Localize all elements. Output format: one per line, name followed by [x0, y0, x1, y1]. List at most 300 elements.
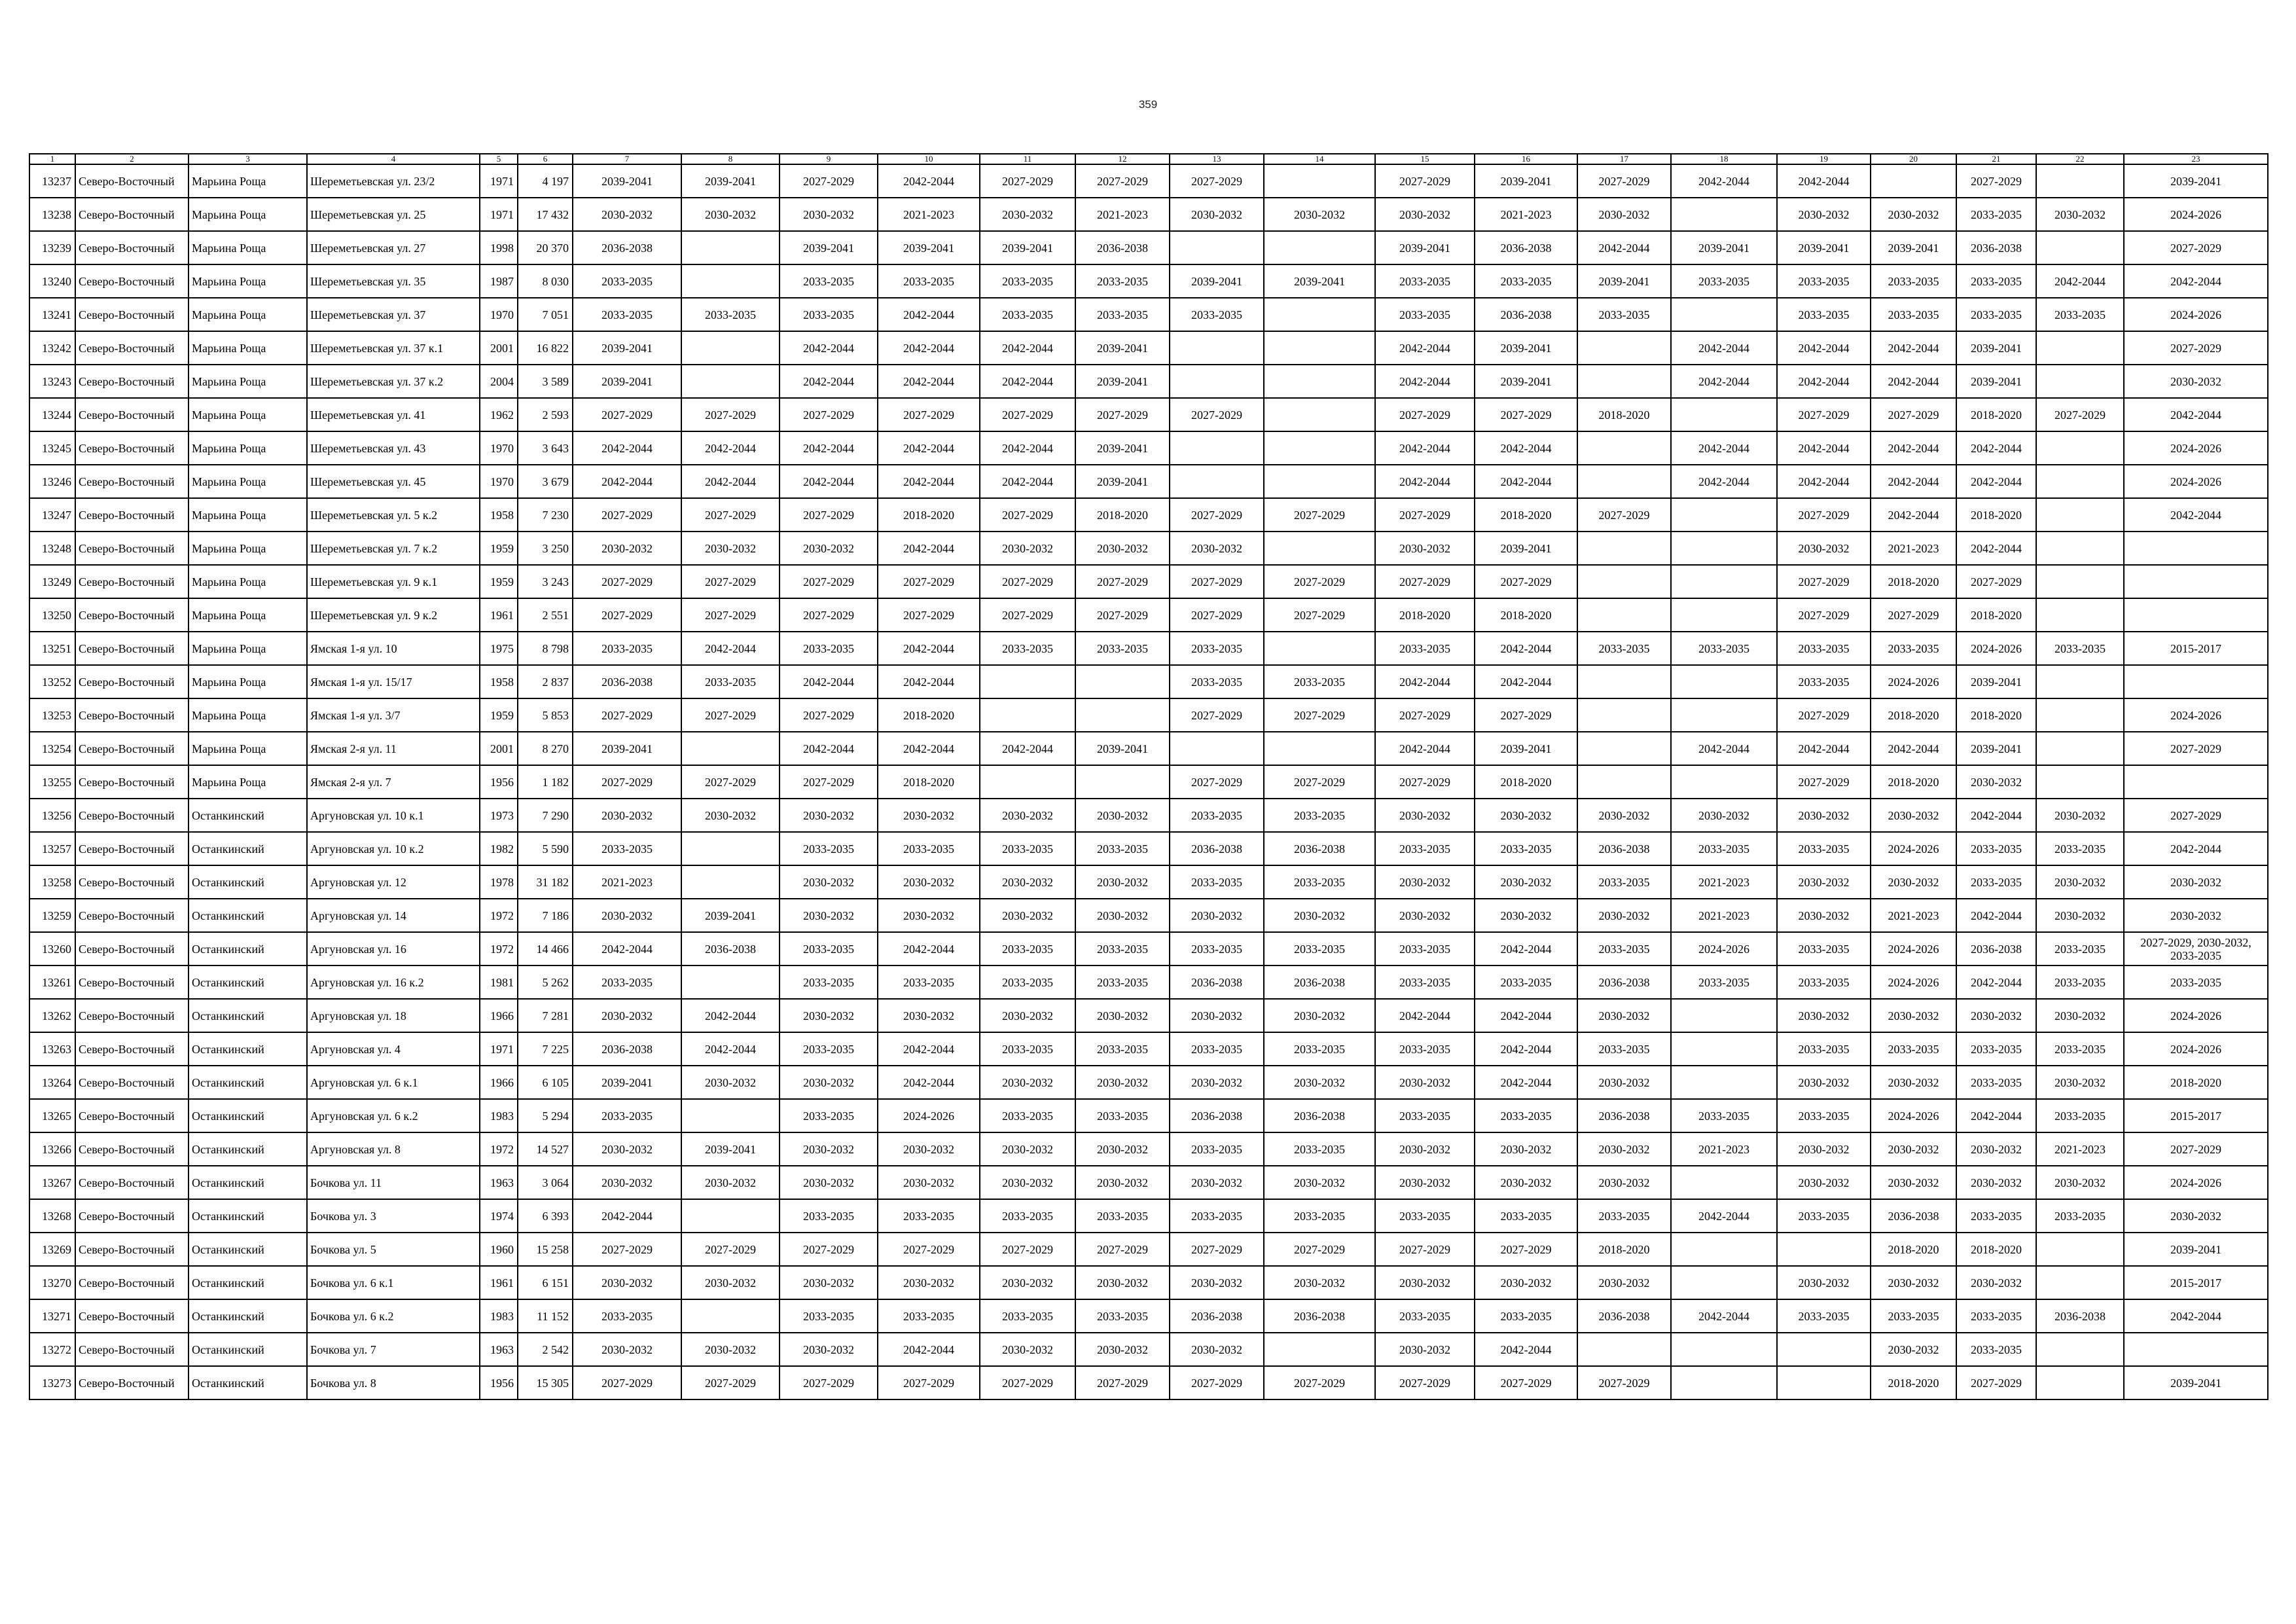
- period-col-19-cell: 2033-2035: [1777, 298, 1871, 331]
- period-col-18-cell: [1671, 698, 1777, 732]
- period-col-13-cell: 2033-2035: [1170, 1199, 1264, 1233]
- period-col-7-cell: 2036-2038: [573, 1032, 681, 1066]
- period-col-20-cell: 2042-2044: [1871, 431, 1956, 465]
- table-row: [29, 932, 2268, 965]
- period-col-13-cell: 2027-2029: [1170, 598, 1264, 632]
- period-col-14-cell: 2036-2038: [1264, 965, 1375, 999]
- period-col-20-cell: 2021-2023: [1871, 899, 1956, 932]
- period-col-7-cell: 2030-2032: [573, 198, 681, 231]
- floor-area-cell: 8 270: [518, 732, 573, 765]
- period-col-18-cell: 2033-2035: [1671, 632, 1777, 665]
- period-col-11-cell: 2030-2032: [980, 999, 1075, 1032]
- table-row: [29, 999, 2268, 1032]
- period-col-7-cell: 2033-2035: [573, 1299, 681, 1333]
- period-col-13-cell: 2033-2035: [1170, 932, 1264, 965]
- district-cell: Северо-Восточный: [75, 532, 188, 565]
- period-col-14-cell: 2033-2035: [1264, 1132, 1375, 1166]
- period-col-10-cell: 2030-2032: [878, 1266, 980, 1299]
- period-col-18-cell: [1671, 598, 1777, 632]
- period-col-16-cell: 2030-2032: [1475, 899, 1577, 932]
- record-id-cell: 13263: [29, 1032, 75, 1066]
- period-col-10-cell: 2042-2044: [878, 1333, 980, 1366]
- period-col-17-cell: 2033-2035: [1577, 932, 1671, 965]
- period-col-9-cell: 2027-2029: [780, 698, 878, 732]
- period-col-8-cell: 2030-2032: [681, 1333, 780, 1366]
- period-col-16-cell: 2042-2044: [1475, 465, 1577, 498]
- district-cell: Северо-Восточный: [75, 598, 188, 632]
- period-col-20-cell: 2030-2032: [1871, 1266, 1956, 1299]
- period-col-18-cell: [1671, 1333, 1777, 1366]
- district-cell: Северо-Восточный: [75, 1066, 188, 1099]
- period-col-19-cell: 2030-2032: [1777, 532, 1871, 565]
- period-col-9-cell: 2042-2044: [780, 732, 878, 765]
- period-col-13-cell: 2027-2029: [1170, 398, 1264, 431]
- record-id-cell: 13262: [29, 999, 75, 1032]
- table-row: [29, 598, 2268, 632]
- period-col-21-cell: 2018-2020: [1956, 398, 2036, 431]
- floor-area-cell: 8 798: [518, 632, 573, 665]
- period-col-9-cell: 2030-2032: [780, 865, 878, 899]
- period-col-15-cell: 2030-2032: [1375, 532, 1475, 565]
- period-col-12-cell: 2027-2029: [1075, 1366, 1170, 1399]
- period-col-17-cell: 2030-2032: [1577, 1266, 1671, 1299]
- period-col-8-cell: 2027-2029: [681, 498, 780, 532]
- period-col-17-cell: [1577, 431, 1671, 465]
- period-col-18-cell: 2030-2032: [1671, 799, 1777, 832]
- period-col-18-cell: 2039-2041: [1671, 231, 1777, 264]
- period-col-14-cell: 2030-2032: [1264, 899, 1375, 932]
- period-col-14-cell: [1264, 431, 1375, 465]
- period-col-15-cell: 2030-2032: [1375, 1066, 1475, 1099]
- period-col-17-cell: 2033-2035: [1577, 632, 1671, 665]
- period-col-20-cell: 2024-2026: [1871, 665, 1956, 698]
- period-col-8-cell: [681, 865, 780, 899]
- address-cell: Шереметьевская ул. 45: [307, 465, 480, 498]
- district-cell: Северо-Восточный: [75, 198, 188, 231]
- period-col-10-cell: 2018-2020: [878, 698, 980, 732]
- period-col-8-cell: [681, 1299, 780, 1333]
- period-col-15-cell: 2033-2035: [1375, 965, 1475, 999]
- table-row: [29, 865, 2268, 899]
- address-cell: Аргуновская ул. 12: [307, 865, 480, 899]
- period-col-7-cell: 2027-2029: [573, 565, 681, 598]
- period-col-22-cell: 2033-2035: [2036, 1032, 2124, 1066]
- period-col-21-cell: 2033-2035: [1956, 1299, 2036, 1333]
- period-col-17-cell: [1577, 532, 1671, 565]
- floor-area-cell: 6 105: [518, 1066, 573, 1099]
- period-col-15-cell: 2027-2029: [1375, 565, 1475, 598]
- table-row: [29, 1032, 2268, 1066]
- table-row: [29, 231, 2268, 264]
- period-col-22-cell: [2036, 1366, 2124, 1399]
- period-col-20-cell: 2042-2044: [1871, 465, 1956, 498]
- record-id-cell: 13256: [29, 799, 75, 832]
- period-col-16-cell: 2021-2023: [1475, 198, 1577, 231]
- period-col-21-cell: 2033-2035: [1956, 198, 2036, 231]
- period-col-10-cell: 2033-2035: [878, 965, 980, 999]
- address-cell: Шереметьевская ул. 37: [307, 298, 480, 331]
- floor-area-cell: 5 262: [518, 965, 573, 999]
- period-col-10-cell: 2027-2029: [878, 598, 980, 632]
- period-col-20-cell: 2039-2041: [1871, 231, 1956, 264]
- period-col-23-cell: [2124, 765, 2268, 799]
- period-col-13-cell: 2036-2038: [1170, 1299, 1264, 1333]
- period-col-9-cell: 2030-2032: [780, 198, 878, 231]
- period-col-9-cell: 2027-2029: [780, 565, 878, 598]
- period-col-21-cell: 2033-2035: [1956, 865, 2036, 899]
- period-col-17-cell: 2030-2032: [1577, 1132, 1671, 1166]
- district-cell: Северо-Восточный: [75, 1166, 188, 1199]
- period-col-23-cell: 2024-2026: [2124, 198, 2268, 231]
- period-col-20-cell: 2021-2023: [1871, 532, 1956, 565]
- floor-area-cell: 5 294: [518, 1099, 573, 1132]
- period-col-22-cell: 2030-2032: [2036, 799, 2124, 832]
- period-col-21-cell: 2018-2020: [1956, 698, 2036, 732]
- period-col-10-cell: 2027-2029: [878, 1233, 980, 1266]
- period-col-17-cell: 2036-2038: [1577, 1299, 1671, 1333]
- address-cell: Аргуновская ул. 16: [307, 932, 480, 965]
- period-col-9-cell: 2027-2029: [780, 598, 878, 632]
- period-col-9-cell: 2030-2032: [780, 999, 878, 1032]
- period-col-18-cell: 2042-2044: [1671, 365, 1777, 398]
- period-col-16-cell: 2042-2044: [1475, 1066, 1577, 1099]
- period-col-22-cell: [2036, 164, 2124, 198]
- period-col-14-cell: 2027-2029: [1264, 765, 1375, 799]
- floor-area-cell: 7 290: [518, 799, 573, 832]
- period-col-18-cell: 2042-2044: [1671, 331, 1777, 365]
- period-col-7-cell: 2039-2041: [573, 331, 681, 365]
- period-col-12-cell: [1075, 698, 1170, 732]
- address-cell: Шереметьевская ул. 35: [307, 264, 480, 298]
- period-col-7-cell: 2033-2035: [573, 1099, 681, 1132]
- column-number-12: 12: [1075, 154, 1170, 164]
- period-col-8-cell: 2042-2044: [681, 1032, 780, 1066]
- period-col-18-cell: [1671, 765, 1777, 799]
- period-col-14-cell: [1264, 164, 1375, 198]
- period-col-16-cell: 2030-2032: [1475, 1166, 1577, 1199]
- build-year-cell: 1960: [480, 1233, 518, 1266]
- period-col-22-cell: 2033-2035: [2036, 298, 2124, 331]
- period-col-21-cell: 2030-2032: [1956, 1166, 2036, 1199]
- period-col-8-cell: 2027-2029: [681, 598, 780, 632]
- period-col-10-cell: 2042-2044: [878, 732, 980, 765]
- period-col-23-cell: 2027-2029: [2124, 231, 2268, 264]
- area-cell: Останкинский: [188, 1099, 307, 1132]
- column-number-9: 9: [780, 154, 878, 164]
- column-number-13: 13: [1170, 154, 1264, 164]
- period-col-22-cell: [2036, 698, 2124, 732]
- build-year-cell: 1983: [480, 1099, 518, 1132]
- table-row: [29, 532, 2268, 565]
- period-col-8-cell: 2030-2032: [681, 1266, 780, 1299]
- period-col-17-cell: 2027-2029: [1577, 1366, 1671, 1399]
- period-col-17-cell: [1577, 698, 1671, 732]
- period-col-19-cell: 2033-2035: [1777, 832, 1871, 865]
- period-col-11-cell: [980, 765, 1075, 799]
- address-cell: Ямская 1-я ул. 15/17: [307, 665, 480, 698]
- floor-area-cell: 3 679: [518, 465, 573, 498]
- period-col-9-cell: 2042-2044: [780, 365, 878, 398]
- period-col-21-cell: 2030-2032: [1956, 1266, 2036, 1299]
- district-cell: Северо-Восточный: [75, 1266, 188, 1299]
- build-year-cell: 1972: [480, 1132, 518, 1166]
- period-col-18-cell: [1671, 532, 1777, 565]
- period-col-16-cell: 2042-2044: [1475, 1333, 1577, 1366]
- period-col-15-cell: 2033-2035: [1375, 932, 1475, 965]
- period-col-13-cell: 2027-2029: [1170, 698, 1264, 732]
- period-col-20-cell: 2027-2029: [1871, 398, 1956, 431]
- period-col-7-cell: 2036-2038: [573, 231, 681, 264]
- build-year-cell: 1961: [480, 598, 518, 632]
- floor-area-cell: 16 822: [518, 331, 573, 365]
- floor-area-cell: 3 643: [518, 431, 573, 465]
- period-col-16-cell: 2030-2032: [1475, 1132, 1577, 1166]
- column-number-17: 17: [1577, 154, 1671, 164]
- period-col-8-cell: 2027-2029: [681, 1233, 780, 1266]
- period-col-12-cell: 2033-2035: [1075, 965, 1170, 999]
- period-col-18-cell: [1671, 999, 1777, 1032]
- floor-area-cell: 3 250: [518, 532, 573, 565]
- column-number-1: 1: [29, 154, 75, 164]
- period-col-8-cell: 2030-2032: [681, 1166, 780, 1199]
- period-col-10-cell: 2042-2044: [878, 365, 980, 398]
- period-col-20-cell: 2024-2026: [1871, 832, 1956, 865]
- period-col-11-cell: 2027-2029: [980, 1366, 1075, 1399]
- build-year-cell: 1962: [480, 398, 518, 431]
- period-col-13-cell: [1170, 231, 1264, 264]
- period-col-11-cell: 2033-2035: [980, 965, 1075, 999]
- period-col-12-cell: 2033-2035: [1075, 298, 1170, 331]
- address-cell: Ямская 1-я ул. 3/7: [307, 698, 480, 732]
- period-col-15-cell: 2042-2044: [1375, 665, 1475, 698]
- floor-area-cell: 15 305: [518, 1366, 573, 1399]
- period-col-15-cell: 2030-2032: [1375, 1132, 1475, 1166]
- address-cell: Бочкова ул. 8: [307, 1366, 480, 1399]
- period-col-8-cell: [681, 965, 780, 999]
- period-col-13-cell: 2027-2029: [1170, 1233, 1264, 1266]
- build-year-cell: 1972: [480, 899, 518, 932]
- district-cell: Северо-Восточный: [75, 698, 188, 732]
- period-col-23-cell: 2039-2041: [2124, 164, 2268, 198]
- period-col-23-cell: 2030-2032: [2124, 899, 2268, 932]
- period-col-18-cell: [1671, 1366, 1777, 1399]
- district-cell: Северо-Восточный: [75, 431, 188, 465]
- period-col-10-cell: 2033-2035: [878, 264, 980, 298]
- period-col-8-cell: [681, 1199, 780, 1233]
- period-col-12-cell: 2033-2035: [1075, 1199, 1170, 1233]
- period-col-19-cell: 2039-2041: [1777, 231, 1871, 264]
- period-col-19-cell: 2030-2032: [1777, 1132, 1871, 1166]
- period-col-21-cell: 2033-2035: [1956, 1333, 2036, 1366]
- period-col-18-cell: 2021-2023: [1671, 899, 1777, 932]
- table-row: [29, 331, 2268, 365]
- period-col-14-cell: 2033-2035: [1264, 865, 1375, 899]
- record-id-cell: 13246: [29, 465, 75, 498]
- area-cell: Останкинский: [188, 1333, 307, 1366]
- period-col-8-cell: [681, 231, 780, 264]
- page-number: 359: [1138, 98, 1158, 111]
- period-col-7-cell: 2030-2032: [573, 799, 681, 832]
- period-col-9-cell: 2027-2029: [780, 1366, 878, 1399]
- period-col-17-cell: [1577, 565, 1671, 598]
- period-col-21-cell: 2042-2044: [1956, 465, 2036, 498]
- table-row: [29, 1066, 2268, 1099]
- period-col-17-cell: 2030-2032: [1577, 999, 1671, 1032]
- period-col-8-cell: 2030-2032: [681, 799, 780, 832]
- period-col-14-cell: 2033-2035: [1264, 1199, 1375, 1233]
- address-cell: Аргуновская ул. 10 к.2: [307, 832, 480, 865]
- period-col-18-cell: 2042-2044: [1671, 1299, 1777, 1333]
- period-col-23-cell: 2039-2041: [2124, 1233, 2268, 1266]
- period-col-19-cell: 2027-2029: [1777, 765, 1871, 799]
- period-col-20-cell: 2042-2044: [1871, 498, 1956, 532]
- district-cell: Северо-Восточный: [75, 1366, 188, 1399]
- record-id-cell: 13242: [29, 331, 75, 365]
- period-col-9-cell: 2042-2044: [780, 431, 878, 465]
- period-col-22-cell: 2030-2032: [2036, 999, 2124, 1032]
- period-col-18-cell: 2033-2035: [1671, 832, 1777, 865]
- period-col-19-cell: [1777, 1366, 1871, 1399]
- column-number-10: 10: [878, 154, 980, 164]
- period-col-21-cell: 2033-2035: [1956, 264, 2036, 298]
- period-col-15-cell: 2042-2044: [1375, 365, 1475, 398]
- build-year-cell: 1983: [480, 1299, 518, 1333]
- address-cell: Шереметьевская ул. 37 к.2: [307, 365, 480, 398]
- period-col-18-cell: 2024-2026: [1671, 932, 1777, 965]
- period-col-11-cell: 2042-2044: [980, 732, 1075, 765]
- period-col-23-cell: [2124, 565, 2268, 598]
- period-col-21-cell: 2033-2035: [1956, 832, 2036, 865]
- floor-area-cell: 17 432: [518, 198, 573, 231]
- period-col-8-cell: 2036-2038: [681, 932, 780, 965]
- area-cell: Марьина Роща: [188, 231, 307, 264]
- period-col-13-cell: [1170, 732, 1264, 765]
- address-cell: Бочкова ул. 6 к.2: [307, 1299, 480, 1333]
- build-year-cell: 1998: [480, 231, 518, 264]
- address-cell: Аргуновская ул. 8: [307, 1132, 480, 1166]
- period-col-12-cell: 2030-2032: [1075, 999, 1170, 1032]
- period-col-23-cell: 2042-2044: [2124, 832, 2268, 865]
- area-cell: Останкинский: [188, 932, 307, 965]
- period-col-15-cell: 2033-2035: [1375, 1299, 1475, 1333]
- floor-area-cell: 7 186: [518, 899, 573, 932]
- period-col-15-cell: 2042-2044: [1375, 431, 1475, 465]
- period-col-8-cell: 2039-2041: [681, 899, 780, 932]
- build-year-cell: 1963: [480, 1166, 518, 1199]
- area-cell: Марьина Роща: [188, 164, 307, 198]
- area-cell: Останкинский: [188, 899, 307, 932]
- record-id-cell: 13257: [29, 832, 75, 865]
- period-col-23-cell: 2033-2035: [2124, 965, 2268, 999]
- record-id-cell: 13247: [29, 498, 75, 532]
- period-col-7-cell: 2027-2029: [573, 1366, 681, 1399]
- record-id-cell: 13266: [29, 1132, 75, 1166]
- period-col-8-cell: [681, 732, 780, 765]
- period-col-21-cell: 2042-2044: [1956, 899, 2036, 932]
- period-col-14-cell: 2027-2029: [1264, 598, 1375, 632]
- period-col-21-cell: 2042-2044: [1956, 532, 2036, 565]
- period-col-22-cell: 2027-2029: [2036, 398, 2124, 431]
- build-year-cell: 1970: [480, 465, 518, 498]
- floor-area-cell: 5 590: [518, 832, 573, 865]
- period-col-9-cell: 2033-2035: [780, 1032, 878, 1066]
- area-cell: Марьина Роща: [188, 532, 307, 565]
- period-col-13-cell: 2027-2029: [1170, 1366, 1264, 1399]
- period-col-12-cell: 2030-2032: [1075, 1066, 1170, 1099]
- area-cell: Марьина Роща: [188, 298, 307, 331]
- period-col-23-cell: [2124, 1333, 2268, 1366]
- period-col-18-cell: 2033-2035: [1671, 1099, 1777, 1132]
- period-col-16-cell: 2027-2029: [1475, 398, 1577, 431]
- period-col-7-cell: 2036-2038: [573, 665, 681, 698]
- period-col-10-cell: 2042-2044: [878, 431, 980, 465]
- record-id-cell: 13245: [29, 431, 75, 465]
- period-col-22-cell: [2036, 365, 2124, 398]
- period-col-10-cell: 2030-2032: [878, 865, 980, 899]
- column-number-5: 5: [480, 154, 518, 164]
- period-col-21-cell: 2039-2041: [1956, 331, 2036, 365]
- build-year-cell: 1971: [480, 164, 518, 198]
- period-col-8-cell: 2042-2044: [681, 999, 780, 1032]
- period-col-14-cell: 2033-2035: [1264, 799, 1375, 832]
- record-id-cell: 13253: [29, 698, 75, 732]
- period-col-17-cell: 2030-2032: [1577, 1066, 1671, 1099]
- period-col-13-cell: 2027-2029: [1170, 164, 1264, 198]
- period-col-22-cell: [2036, 498, 2124, 532]
- period-col-8-cell: [681, 832, 780, 865]
- period-col-11-cell: 2033-2035: [980, 298, 1075, 331]
- period-col-12-cell: [1075, 765, 1170, 799]
- period-col-12-cell: 2027-2029: [1075, 598, 1170, 632]
- floor-area-cell: 5 853: [518, 698, 573, 732]
- period-col-8-cell: 2042-2044: [681, 632, 780, 665]
- table-row: [29, 565, 2268, 598]
- period-col-18-cell: [1671, 298, 1777, 331]
- district-cell: Северо-Восточный: [75, 1333, 188, 1366]
- period-col-10-cell: 2042-2044: [878, 932, 980, 965]
- district-cell: Северо-Восточный: [75, 331, 188, 365]
- district-cell: Северо-Восточный: [75, 665, 188, 698]
- area-cell: Марьина Роща: [188, 732, 307, 765]
- period-col-19-cell: 2030-2032: [1777, 799, 1871, 832]
- record-id-cell: 13265: [29, 1099, 75, 1132]
- period-col-11-cell: 2030-2032: [980, 198, 1075, 231]
- period-col-23-cell: 2015-2017: [2124, 1266, 2268, 1299]
- area-cell: Останкинский: [188, 865, 307, 899]
- period-col-12-cell: 2039-2041: [1075, 465, 1170, 498]
- floor-area-cell: 4 197: [518, 164, 573, 198]
- period-col-9-cell: 2039-2041: [780, 231, 878, 264]
- period-col-21-cell: 2027-2029: [1956, 1366, 2036, 1399]
- period-col-7-cell: 2033-2035: [573, 965, 681, 999]
- period-col-10-cell: 2030-2032: [878, 799, 980, 832]
- period-col-20-cell: 2030-2032: [1871, 865, 1956, 899]
- record-id-cell: 13260: [29, 932, 75, 965]
- district-cell: Северо-Восточный: [75, 932, 188, 965]
- period-col-11-cell: 2030-2032: [980, 865, 1075, 899]
- period-col-8-cell: 2030-2032: [681, 532, 780, 565]
- period-col-19-cell: 2030-2032: [1777, 1166, 1871, 1199]
- period-col-9-cell: 2033-2035: [780, 298, 878, 331]
- period-col-23-cell: 2024-2026: [2124, 465, 2268, 498]
- period-col-7-cell: 2033-2035: [573, 298, 681, 331]
- period-col-15-cell: 2030-2032: [1375, 899, 1475, 932]
- period-col-17-cell: 2036-2038: [1577, 965, 1671, 999]
- period-col-19-cell: 2030-2032: [1777, 865, 1871, 899]
- period-col-14-cell: 2027-2029: [1264, 565, 1375, 598]
- table-row: [29, 698, 2268, 732]
- area-cell: Марьина Роща: [188, 598, 307, 632]
